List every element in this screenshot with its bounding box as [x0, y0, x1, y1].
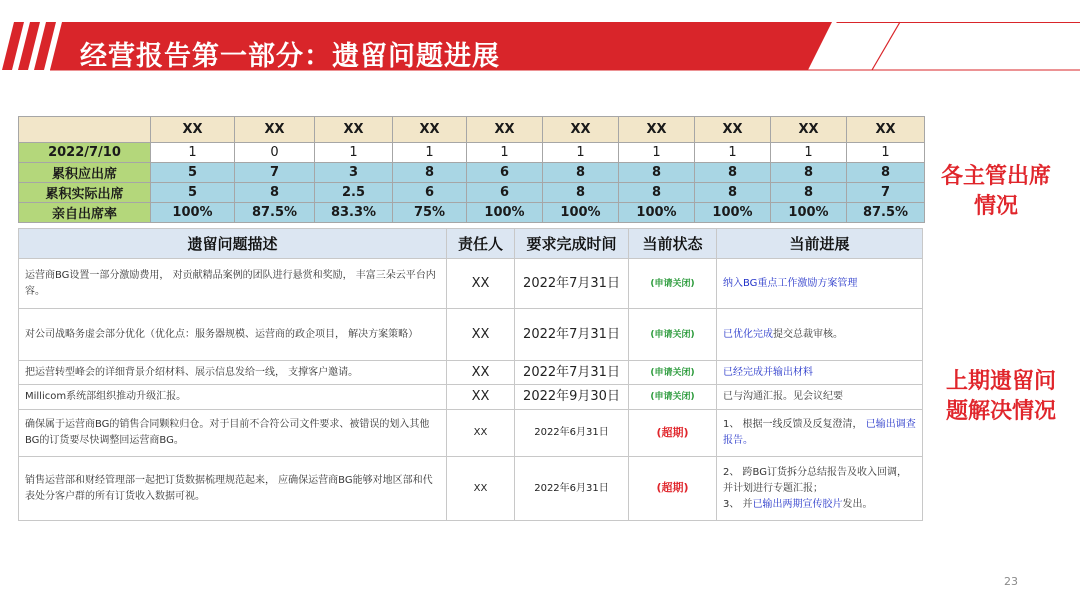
- attendance-cell: 6: [393, 183, 467, 203]
- attendance-cell: 1: [543, 143, 619, 163]
- attendance-cell: 8: [235, 183, 315, 203]
- issue-due-date: 2022年6月31日: [515, 410, 629, 457]
- issue-status: (申请关闭): [650, 367, 695, 378]
- issue-description: 对公司战略务虚会部分优化（优化点：服务器规模、运营商的政企项目， 解决方案策略）: [19, 309, 447, 361]
- issues-side-label-line: 题解决情况: [945, 399, 1056, 424]
- issue-progress-text: 2、 跨BG订货拆分总结报告及收入回调， 并计划进行专题汇报；: [723, 466, 907, 494]
- issue-progress-text: 已与沟通汇报。见会议纪要: [723, 391, 843, 402]
- attendance-cell: 8: [619, 163, 695, 183]
- attendance-side-label-line: 各主管出席: [940, 164, 1051, 189]
- attendance-cell: 83.3%: [315, 203, 393, 223]
- attendance-row-label: 累积实际出席: [19, 183, 151, 203]
- issue-due-date: 2022年7月31日: [515, 309, 629, 361]
- issue-row: [19, 410, 923, 457]
- issue-status: (申请关闭): [650, 392, 695, 402]
- attendance-head-cell: XX: [393, 117, 467, 143]
- attendance-table: [18, 116, 925, 223]
- issues-header-cell: 遗留问题描述: [19, 229, 447, 259]
- issue-owner: XX: [447, 259, 515, 309]
- issue-progress-highlight: 已优化完成: [723, 328, 773, 340]
- attendance-corner-cell: [19, 117, 151, 143]
- attendance-cell: 2.5: [315, 183, 393, 203]
- issues-header-cell: 当前状态: [629, 229, 717, 259]
- issue-owner: XX: [447, 410, 515, 457]
- attendance-row-label: 亲自出席率: [19, 203, 151, 223]
- attendance-cell: 87.5%: [847, 203, 925, 223]
- attendance-cell: 5: [151, 163, 235, 183]
- header-banner: [0, 0, 1080, 80]
- attendance-head-cell: XX: [695, 117, 771, 143]
- issue-due-date: 2022年7月31日: [515, 361, 629, 385]
- attendance-cell: 8: [695, 183, 771, 203]
- attendance-cell: 0: [235, 143, 315, 163]
- issue-row: [19, 259, 923, 309]
- attendance-cell: 100%: [695, 203, 771, 223]
- issue-progress-highlight: 已经完成并输出材料: [723, 366, 813, 378]
- attendance-row-rate: [19, 203, 925, 223]
- attendance-head-cell: XX: [151, 117, 235, 143]
- issue-description: 把运营转型峰会的详细背景介绍材料、展示信息发给一线， 支撑客户邀请。: [19, 361, 447, 385]
- page-number: 23: [1004, 575, 1018, 588]
- attendance-cell: 1: [847, 143, 925, 163]
- attendance-cell: 1: [151, 143, 235, 163]
- issue-owner: XX: [447, 385, 515, 410]
- issue-owner: XX: [447, 309, 515, 361]
- issues-side-label: [928, 367, 1074, 427]
- issue-due-date: 2022年6月31日: [515, 457, 629, 521]
- attendance-head-cell: XX: [467, 117, 543, 143]
- issue-status: (超期): [656, 425, 689, 439]
- attendance-cell: 8: [771, 183, 847, 203]
- attendance-cell: 100%: [467, 203, 543, 223]
- attendance-cell: 8: [543, 183, 619, 203]
- issue-progress-line: [723, 497, 916, 513]
- issue-progress: [717, 259, 923, 309]
- attendance-cell: 1: [695, 143, 771, 163]
- attendance-cell: 100%: [543, 203, 619, 223]
- issue-due-date: 2022年9月30日: [515, 385, 629, 410]
- issue-description: 确保属于运营商BG的销售合同颗粒归仓。对于目前不合符公司文件要求、被错误的划入其他BG的订货要尽快调整回运营商BG。: [19, 410, 447, 457]
- attendance-side-label-line: 情况: [973, 194, 1018, 219]
- issue-progress: [717, 457, 923, 521]
- page-title: 经营报告第一部分：遗留问题进展: [80, 41, 500, 72]
- issue-description: 运营商BG设置一部分激励费用， 对贡献精品案例的团队进行悬赏和奖励， 丰富三朵云平台内容。: [19, 259, 447, 309]
- attendance-cell: 1: [619, 143, 695, 163]
- issues-header-cell: 责任人: [447, 229, 515, 259]
- attendance-cell: 7: [235, 163, 315, 183]
- attendance-cell: 5: [151, 183, 235, 203]
- attendance-cell: 8: [771, 163, 847, 183]
- issue-progress-highlight: 已输出两期宣传胶片: [752, 498, 843, 510]
- attendance-cell: 1: [771, 143, 847, 163]
- attendance-cell: 3: [315, 163, 393, 183]
- issues-header-cell: 要求完成时间: [515, 229, 629, 259]
- attendance-cell: 1: [393, 143, 467, 163]
- issues-header-cell: 当前进展: [717, 229, 923, 259]
- attendance-cell: 8: [847, 163, 925, 183]
- issue-progress-text: 提交总裁审核。: [773, 328, 843, 340]
- issue-progress: [717, 309, 923, 361]
- issue-description: 销售运营部和财经管理部一起把订货数据梳理规范起来， 应确保运营商BG能够对地区部和代表处分客户群的所有订货收入数据可视。: [19, 457, 447, 521]
- attendance-row-label: 累积应出席: [19, 163, 151, 183]
- attendance-cell: 100%: [151, 203, 235, 223]
- attendance-cell: 8: [543, 163, 619, 183]
- issues-table: [18, 228, 923, 521]
- attendance-cell: 87.5%: [235, 203, 315, 223]
- attendance-head-cell: XX: [619, 117, 695, 143]
- attendance-header-row: [19, 117, 925, 143]
- attendance-cell: 75%: [393, 203, 467, 223]
- issue-status: (申请关闭): [650, 329, 695, 340]
- issue-due-date: 2022年7月31日: [515, 259, 629, 309]
- issue-progress: [717, 385, 923, 410]
- attendance-cell: 6: [467, 183, 543, 203]
- attendance-cell: 8: [695, 163, 771, 183]
- attendance-cell: 1: [315, 143, 393, 163]
- issue-status: (申请关闭): [650, 278, 695, 289]
- attendance-cell: 8: [393, 163, 467, 183]
- issue-owner: XX: [447, 361, 515, 385]
- issue-row: [19, 361, 923, 385]
- attendance-head-cell: XX: [771, 117, 847, 143]
- issues-header-row: [19, 229, 923, 259]
- issue-progress: [717, 361, 923, 385]
- attendance-cell: 100%: [619, 203, 695, 223]
- attendance-head-cell: XX: [543, 117, 619, 143]
- issues-side-label-line: 上期遗留问: [945, 369, 1056, 394]
- issue-row: [19, 309, 923, 361]
- issue-progress-text: 发出。: [842, 498, 873, 510]
- attendance-head-cell: XX: [235, 117, 315, 143]
- issue-row: [19, 385, 923, 410]
- attendance-cell: 7: [847, 183, 925, 203]
- issue-owner: XX: [447, 457, 515, 521]
- issue-progress-text: 1、 根据一线反馈及反复澄清，: [723, 419, 866, 430]
- attendance-cell: 8: [619, 183, 695, 203]
- issue-progress-highlight: 纳入BG重点工作激励方案管理: [723, 277, 858, 289]
- attendance-row-actual: [19, 183, 925, 203]
- attendance-row-date: [19, 143, 925, 163]
- issue-progress-text: 3、 并: [723, 498, 753, 510]
- attendance-row-expected: [19, 163, 925, 183]
- issue-progress: [717, 410, 923, 457]
- attendance-head-cell: XX: [315, 117, 393, 143]
- attendance-cell: 1: [467, 143, 543, 163]
- issue-description: Millicom系统部组织推动升级汇报。: [19, 385, 447, 410]
- issue-progress-line: [723, 465, 916, 497]
- attendance-head-cell: XX: [847, 117, 925, 143]
- issue-progress-highlight: 已输出调查报告。: [723, 419, 916, 446]
- issue-status: (超期): [656, 481, 689, 494]
- attendance-side-label: [928, 162, 1064, 222]
- attendance-cell: 100%: [771, 203, 847, 223]
- issue-row: [19, 457, 923, 521]
- attendance-cell: 6: [467, 163, 543, 183]
- attendance-row-label: 2022/7/10: [19, 143, 151, 163]
